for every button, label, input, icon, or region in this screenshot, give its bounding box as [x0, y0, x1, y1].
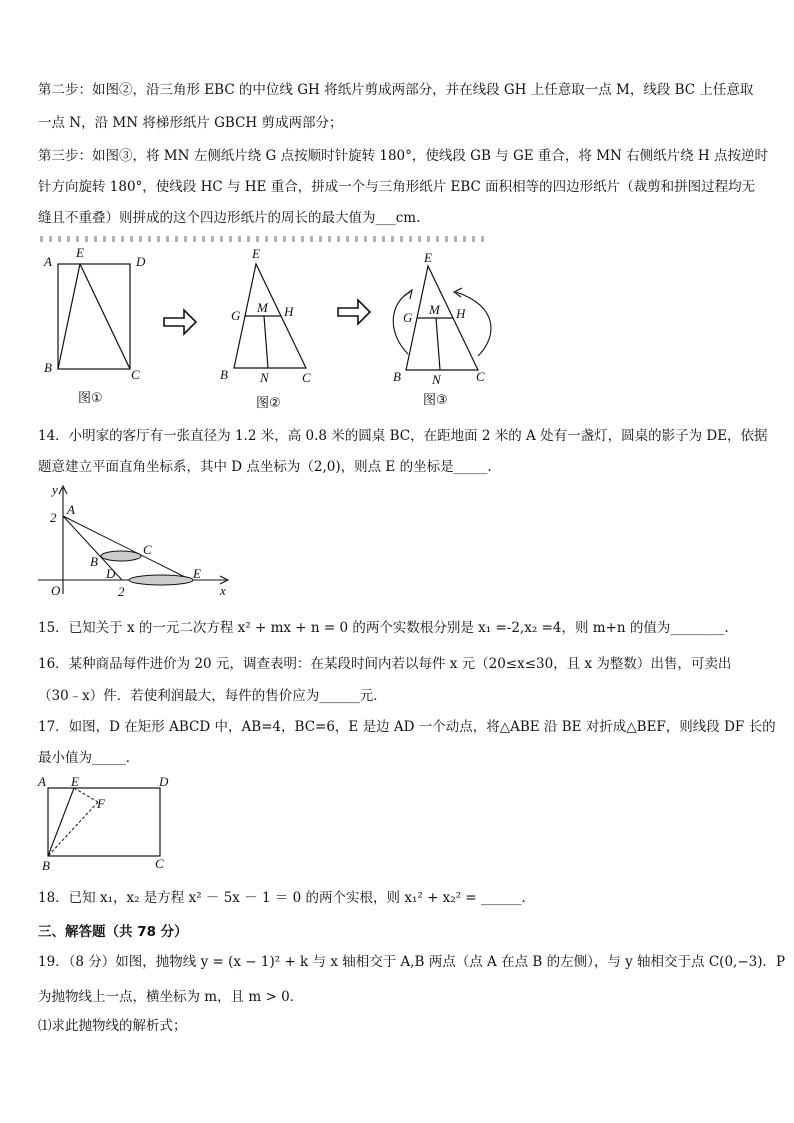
label-G: G	[231, 308, 241, 323]
label-C: C	[143, 542, 152, 557]
q13-figures	[36, 244, 506, 412]
label-C: C	[155, 856, 164, 871]
q17-figure	[34, 772, 184, 872]
label-B: B	[42, 858, 50, 872]
label-2: 2	[118, 584, 125, 599]
q17-line1: 17．如图，D 在矩形 ABCD 中，AB=4，BC=6，E 是边 AD 一个动点，将△ABE 沿 BE 对折成△BEF，则线段 DF 长的	[38, 719, 776, 735]
label-O: O	[51, 583, 61, 598]
q19-line1: 19．（8 分）如图，抛物线 y = (x − 1)² + k 与 x 轴相交于 A,B 两点（点 A 在点 B 的左侧），与 y 轴相交于点 C(0,−3)．P	[38, 954, 786, 970]
label-A: A	[38, 774, 46, 789]
label-A: A	[67, 502, 75, 517]
q17-line2: 最小值为_____．	[38, 750, 140, 766]
q19-part1: ⑴求此抛物线的解析式；	[38, 1018, 187, 1034]
q16-line2: （30﹣x）件．若使利润最大，每件的售价应为______元．	[38, 688, 387, 704]
figure-2	[220, 246, 311, 385]
label-D: D	[106, 566, 116, 581]
q14-figure	[36, 482, 236, 602]
caption-figure-1: 图①	[78, 391, 103, 406]
scan-artifact	[40, 236, 490, 242]
q13-step3: 第三步：如图③，将 MN 左侧纸片绕 G 点按顺时针旋转 180°，使线段 GB 与 GE 重合，将 MN 右侧纸片绕 H 点按逆时	[38, 148, 768, 164]
figure-1	[43, 245, 146, 382]
label-M: M	[257, 300, 268, 315]
label-E: E	[71, 774, 79, 789]
q18: 18．已知 x₁，x₂ 是方程 x² － 5x － 1 ＝ 0 的两个实根，则 x₁² + x₂² = ______．	[38, 890, 536, 906]
label-E: E	[424, 250, 432, 265]
label-B: B	[90, 554, 98, 569]
label-x: x	[220, 583, 226, 598]
label-y: y	[52, 482, 58, 497]
label-A: A	[44, 254, 52, 269]
label-N: N	[432, 372, 441, 387]
label-B: B	[220, 367, 228, 382]
label-B: B	[393, 369, 401, 384]
label-E: E	[252, 246, 260, 261]
caption-figure-2: 图②	[256, 396, 281, 411]
label-C: C	[131, 367, 140, 382]
q15: 15．已知关于 x 的一元二次方程 x² + mx + n = 0 的两个实数根分别是 x₁ =-2,x₂ =4，则 m+n 的值为________.	[38, 620, 729, 636]
label-D: D	[159, 774, 169, 789]
figure-3	[393, 250, 491, 387]
q13-step2: 第二步：如图②，沿三角形 EBC 的中位线 GH 将纸片剪成两部分，并在线段 GH 上任意取一点 M，线段 BC 上任意取	[38, 82, 754, 98]
label-H: H	[284, 304, 294, 319]
label-E: E	[76, 245, 84, 260]
label-C: C	[302, 370, 311, 385]
section-3-heading: 三、解答题（共 78 分）	[38, 924, 188, 940]
label-C: C	[476, 369, 485, 384]
q13-step3-end: 缝且不重叠）则拼成的这个四边形纸片的周长的最大值为___cm.	[38, 210, 421, 226]
q19-line2: 为抛物线上一点，横坐标为 m，且 m > 0．	[38, 989, 304, 1005]
label-G: G	[403, 310, 413, 325]
label-B: B	[44, 360, 52, 375]
label-N: N	[260, 370, 269, 385]
q13-step3-cont: 针方向旋转 180°，使线段 HC 与 HE 重合，拼成一个与三角形纸片 EBC 面积相等的四边形纸片（裁剪和拼图过程均无	[38, 179, 756, 195]
q14-line2: 题意建立平面直角坐标系，其中 D 点坐标为（2,0)，则点 E 的坐标是_____.	[38, 459, 492, 475]
q14-line1: 14．小明家的客厅有一张直径为 1.2 米，高 0.8 米的圆桌 BC，在距地面 2 米的 A 处有一盏灯，圆桌的影子为 DE，依据	[38, 428, 768, 444]
arrow-right-icon	[164, 310, 196, 334]
q13-step2-cont: 一点 N，沿 MN 将梯形纸片 GBCH 剪成两部分；	[38, 115, 343, 131]
caption-figure-3: 图③	[423, 393, 448, 408]
arrow-right-icon	[338, 300, 370, 324]
label-M: M	[429, 302, 440, 317]
label-E: E	[193, 566, 201, 581]
label-F: F	[97, 796, 105, 811]
label-H: H	[456, 306, 466, 321]
q16-line1: 16．某种商品每件进价为 20 元，调查表明：在某段时间内若以每件 x 元（20≤x≤30，且 x 为整数）出售，可卖出	[38, 656, 732, 672]
label-2: 2	[50, 510, 57, 525]
label-D: D	[136, 254, 146, 269]
